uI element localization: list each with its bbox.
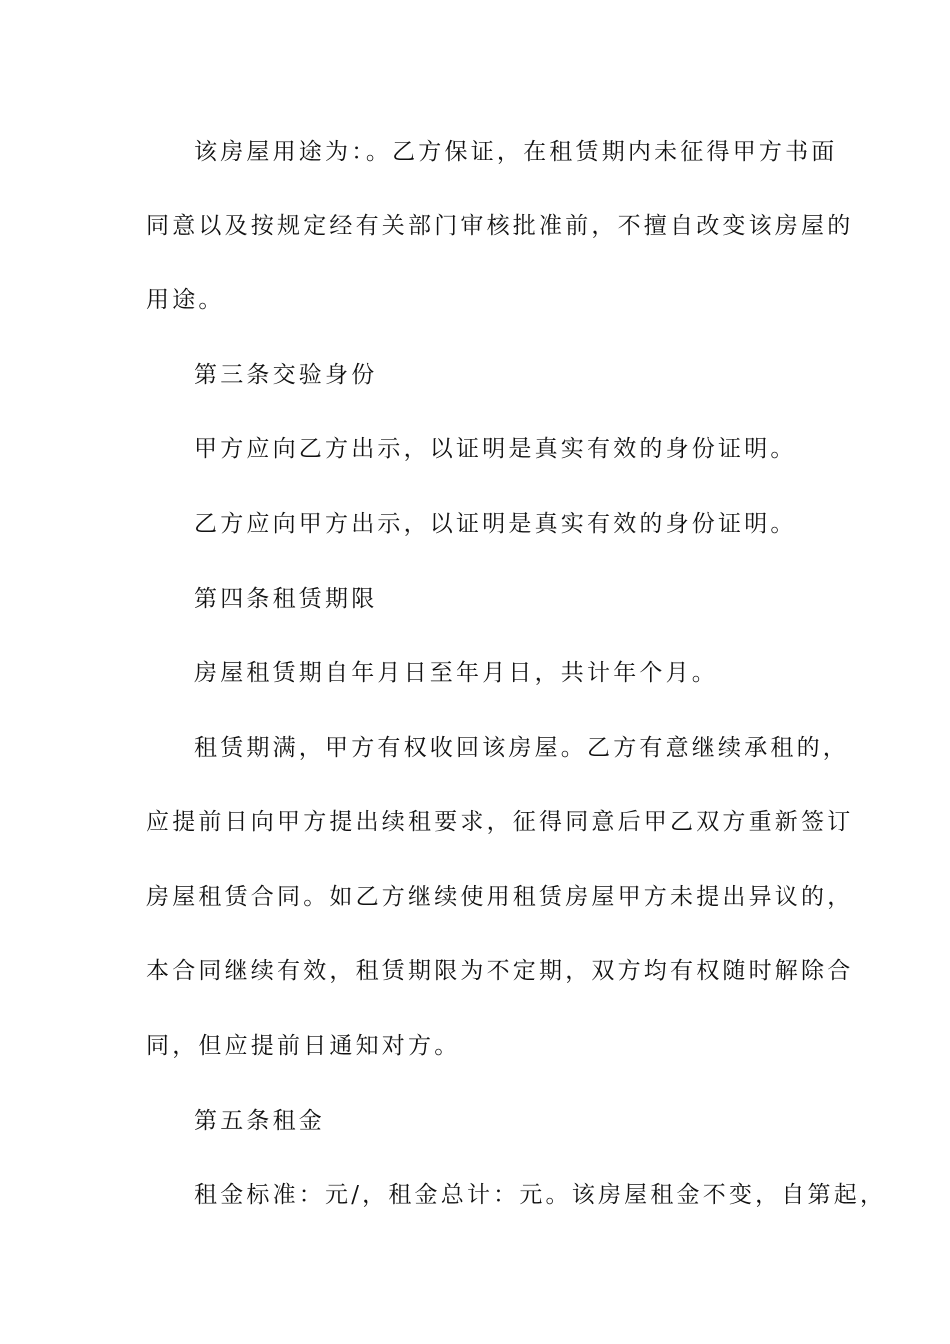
paragraph-renewal-line-5: 同，但应提前日通知对方。 (146, 1033, 461, 1059)
paragraph-usage-line-2: 同意以及按规定经有关部门审核批准前，不擅自改变该房屋的 (146, 213, 854, 239)
paragraph-renewal-line-3: 房屋租赁合同。如乙方继续使用租赁房屋甲方未提出异议的， (146, 884, 854, 910)
paragraph-usage-line-3: 用途。 (146, 287, 225, 313)
paragraph-renewal-line-4: 本合同继续有效，租赁期限为不定期，双方均有权随时解除合 (146, 958, 854, 984)
paragraph-party-b-identity: 乙方应向甲方出示，以证明是真实有效的身份证明。 (194, 511, 797, 537)
section-heading-rent: 第五条租金 (194, 1108, 325, 1134)
section-heading-lease-term: 第四条租赁期限 (194, 586, 378, 612)
paragraph-lease-period: 房屋租赁期自年月日至年月日，共计年个月。 (194, 660, 718, 686)
paragraph-usage-line-1: 该房屋用途为：。乙方保证，在租赁期内未征得甲方书面 (194, 139, 838, 165)
paragraph-renewal-line-2: 应提前日向甲方提出续租要求，征得同意后甲乙双方重新签订 (146, 809, 854, 835)
paragraph-rent-standard: 租金标准：元/，租金总计：元。该房屋租金不变，自第起， (194, 1182, 887, 1208)
paragraph-renewal-line-1: 租赁期满，甲方有权收回该房屋。乙方有意继续承租的， (194, 735, 849, 761)
section-heading-identity: 第三条交验身份 (194, 362, 378, 388)
paragraph-party-a-identity: 甲方应向乙方出示，以证明是真实有效的身份证明。 (194, 436, 797, 462)
